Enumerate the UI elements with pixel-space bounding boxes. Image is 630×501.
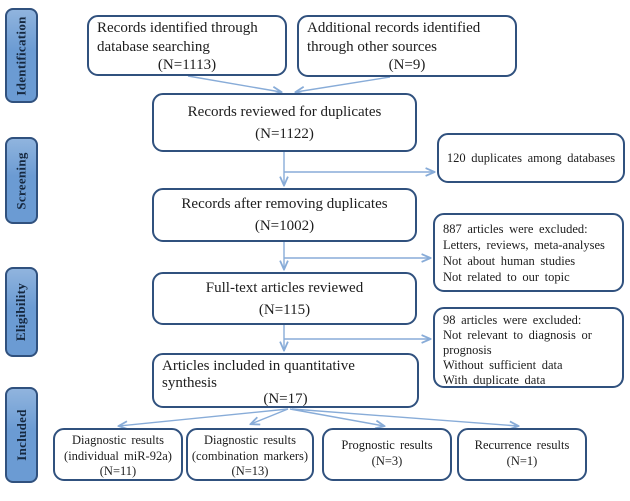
box-count: (N=1113)	[157, 57, 217, 73]
box-count: (N=115)	[258, 301, 311, 318]
stage-identification	[5, 8, 38, 103]
box-line: Records identified through	[97, 20, 258, 36]
stage-eligibility-label: Eligibility	[13, 282, 29, 342]
stage-eligibility	[5, 267, 38, 357]
records-identified-other-sources-box	[297, 15, 517, 77]
exclusion-reason: Without sufficient data	[443, 358, 563, 372]
box-count: (N=1122)	[255, 125, 314, 142]
box-line: Articles included in quantitative	[162, 358, 355, 374]
stage-included	[5, 387, 38, 483]
box-count: (N=13)	[231, 464, 269, 478]
diagnostic-combination-results-box	[186, 428, 314, 481]
prognostic-results-box	[322, 428, 452, 481]
stage-included-label: Included	[13, 409, 29, 461]
box-line: Additional records identified	[307, 20, 481, 36]
diagnostic-individual-results-box	[53, 428, 183, 481]
box-count: (N=11)	[99, 464, 137, 478]
exclusion-header: 887 articles were excluded:	[443, 222, 588, 236]
exclusion-reason: Not about human studies	[443, 254, 576, 268]
exclusion-reason: Letters, reviews, meta-analyses	[443, 238, 605, 252]
box-line: Diagnostic results	[72, 433, 164, 447]
stage-screening-label: Screening	[13, 151, 29, 210]
fulltext-articles-reviewed-box	[152, 272, 417, 325]
box-line: Recurrence results	[474, 438, 570, 452]
box-line: (individual miR-92a)	[64, 448, 172, 463]
records-reviewed-duplicates-box	[152, 93, 417, 152]
box-line: Prognostic results	[341, 438, 433, 452]
exclusion-reason: Not related to our topic	[443, 270, 570, 284]
box-line: Records after removing duplicates	[181, 196, 388, 212]
exclusion-reason: With duplicate data	[443, 373, 546, 387]
stage-screening	[5, 137, 38, 224]
excluded-887-box	[433, 213, 624, 292]
records-after-removing-duplicates-box	[152, 188, 417, 242]
exclusion-reason: Not relevant to diagnosis or prognosis	[443, 328, 592, 357]
box-line: (combination markers)	[191, 448, 309, 463]
box-line: 120 duplicates among databases	[446, 151, 616, 165]
box-line: through other sources	[307, 38, 437, 55]
stage-identification-label: Identification	[13, 15, 29, 96]
exclusion-header: 98 articles were excluded:	[443, 313, 582, 327]
box-line: synthesis	[162, 374, 218, 391]
duplicates-among-databases-box	[437, 133, 625, 183]
box-count: (N=17)	[263, 391, 308, 407]
box-count: (N=3)	[371, 453, 403, 468]
box-line: Diagnostic results	[204, 433, 296, 447]
box-line: Full-text articles reviewed	[205, 279, 364, 296]
articles-included-synthesis-box	[152, 353, 419, 408]
recurrence-results-box	[457, 428, 587, 481]
box-line: database searching	[97, 38, 210, 55]
box-count: (N=1)	[506, 453, 538, 468]
records-identified-database-box	[87, 15, 287, 76]
box-line: Records reviewed for duplicates	[187, 103, 382, 120]
box-count: (N=9)	[388, 57, 426, 73]
excluded-98-box	[433, 307, 624, 388]
box-count: (N=1002)	[254, 218, 315, 234]
